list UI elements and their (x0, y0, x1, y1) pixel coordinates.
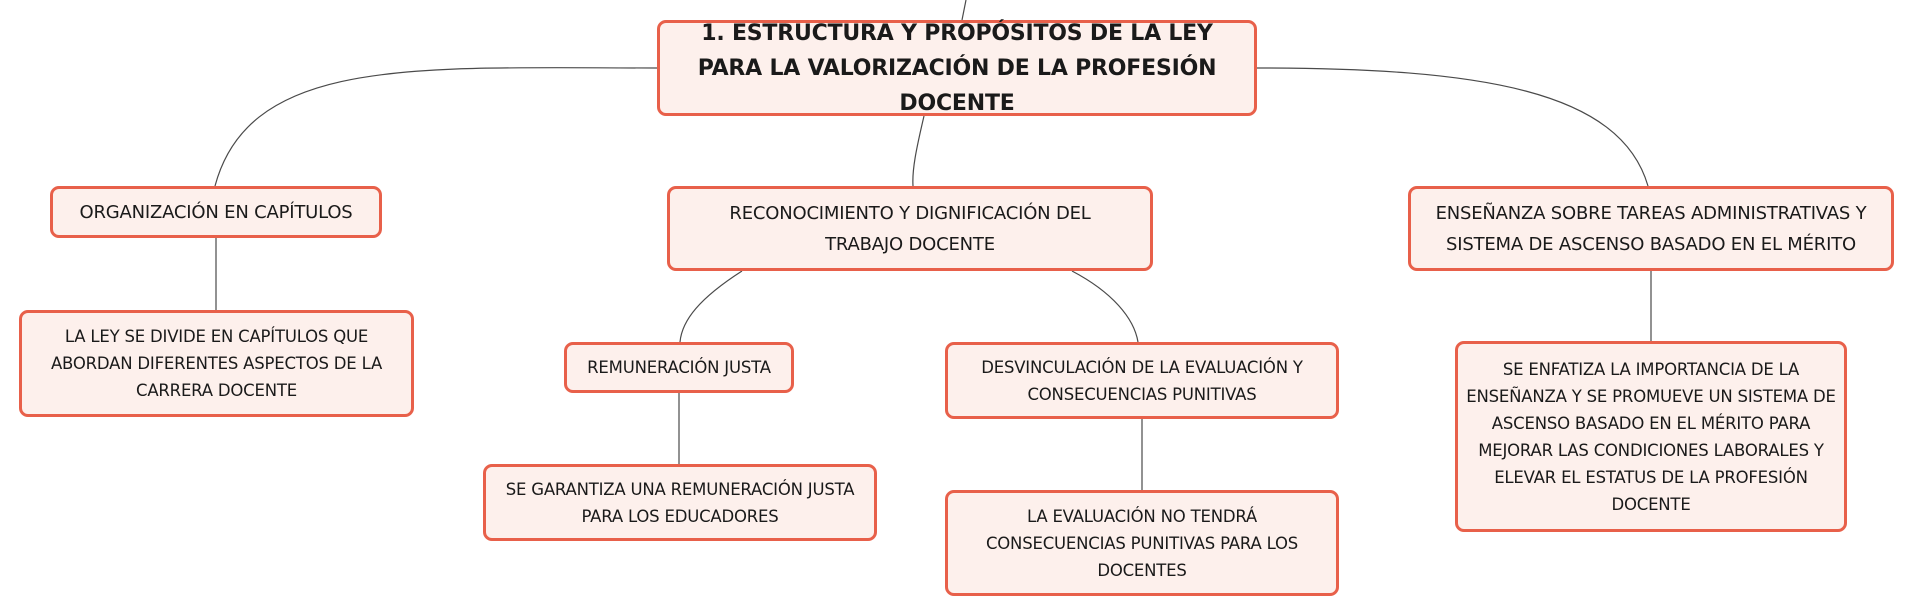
desvinculacion-detail-node[interactable] (945, 490, 1339, 596)
connector-root-to-ensenanza (1257, 68, 1648, 186)
remuneracion-detail-node[interactable] (483, 464, 877, 541)
root-node-label: 1. ESTRUCTURA Y PROPÓSITOS DE LA LEY PARA LA VALORIZACIÓN DE LA PROFESIÓN DOCENTE (697, 20, 1217, 116)
organizacion-detail-node[interactable] (19, 310, 414, 417)
remuneracion-node[interactable] (564, 342, 794, 393)
remuneracion-label: REMUNERACIÓN JUSTA (587, 358, 771, 377)
desvinculacion-detail-label: LA EVALUACIÓN NO TENDRÁ CONSECUENCIAS PUNITIVAS PARA LOS DOCENTES (985, 506, 1299, 580)
desvinculacion-node[interactable] (945, 342, 1339, 419)
root-node[interactable] (657, 20, 1257, 116)
branch-organizacion-label: ORGANIZACIÓN EN CAPÍTULOS (79, 201, 353, 223)
connector-reconocimiento-to-desvinculacion (1072, 271, 1138, 342)
branch-reconocimiento-node[interactable] (667, 186, 1153, 271)
branch-ensenanza-node[interactable] (1408, 186, 1894, 271)
ensenanza-detail-label: SE ENFATIZA LA IMPORTANCIA DE LA ENSEÑANZA Y SE PROMUEVE UN SISTEMA DE ASCENSO BASADO EN EL MÉRITO PARA MEJORAR LAS CONDICIONES LABORALES Y ELEVAR EL ESTATUS DE LA PROFESIÓN DOCENTE (1466, 359, 1836, 514)
remuneracion-detail-label: SE GARANTIZA UNA REMUNERACIÓN JUSTA PARA LOS EDUCADORES (505, 479, 855, 526)
organizacion-detail-label: LA LEY SE DIVIDE EN CAPÍTULOS QUE ABORDAN DIFERENTES ASPECTOS DE LA CARRERA DOCENTE (50, 327, 383, 400)
connector-reconocimiento-to-remuneracion (680, 271, 742, 342)
branch-ensenanza-label: ENSEÑANZA SOBRE TAREAS ADMINISTRATIVAS Y SISTEMA DE ASCENSO BASADO EN EL MÉRITO (1435, 202, 1867, 255)
ensenanza-detail-node[interactable] (1455, 341, 1847, 532)
connector-root-to-reconocimiento (913, 116, 924, 186)
connector-root-to-organizacion (215, 68, 657, 186)
desvinculacion-label: DESVINCULACIÓN DE LA EVALUACIÓN Y CONSECUENCIAS PUNITIVAS (981, 357, 1303, 404)
branch-reconocimiento-label: RECONOCIMIENTO Y DIGNIFICACIÓN DEL TRABAJO DOCENTE (729, 202, 1091, 255)
branch-organizacion-node[interactable] (50, 186, 382, 238)
